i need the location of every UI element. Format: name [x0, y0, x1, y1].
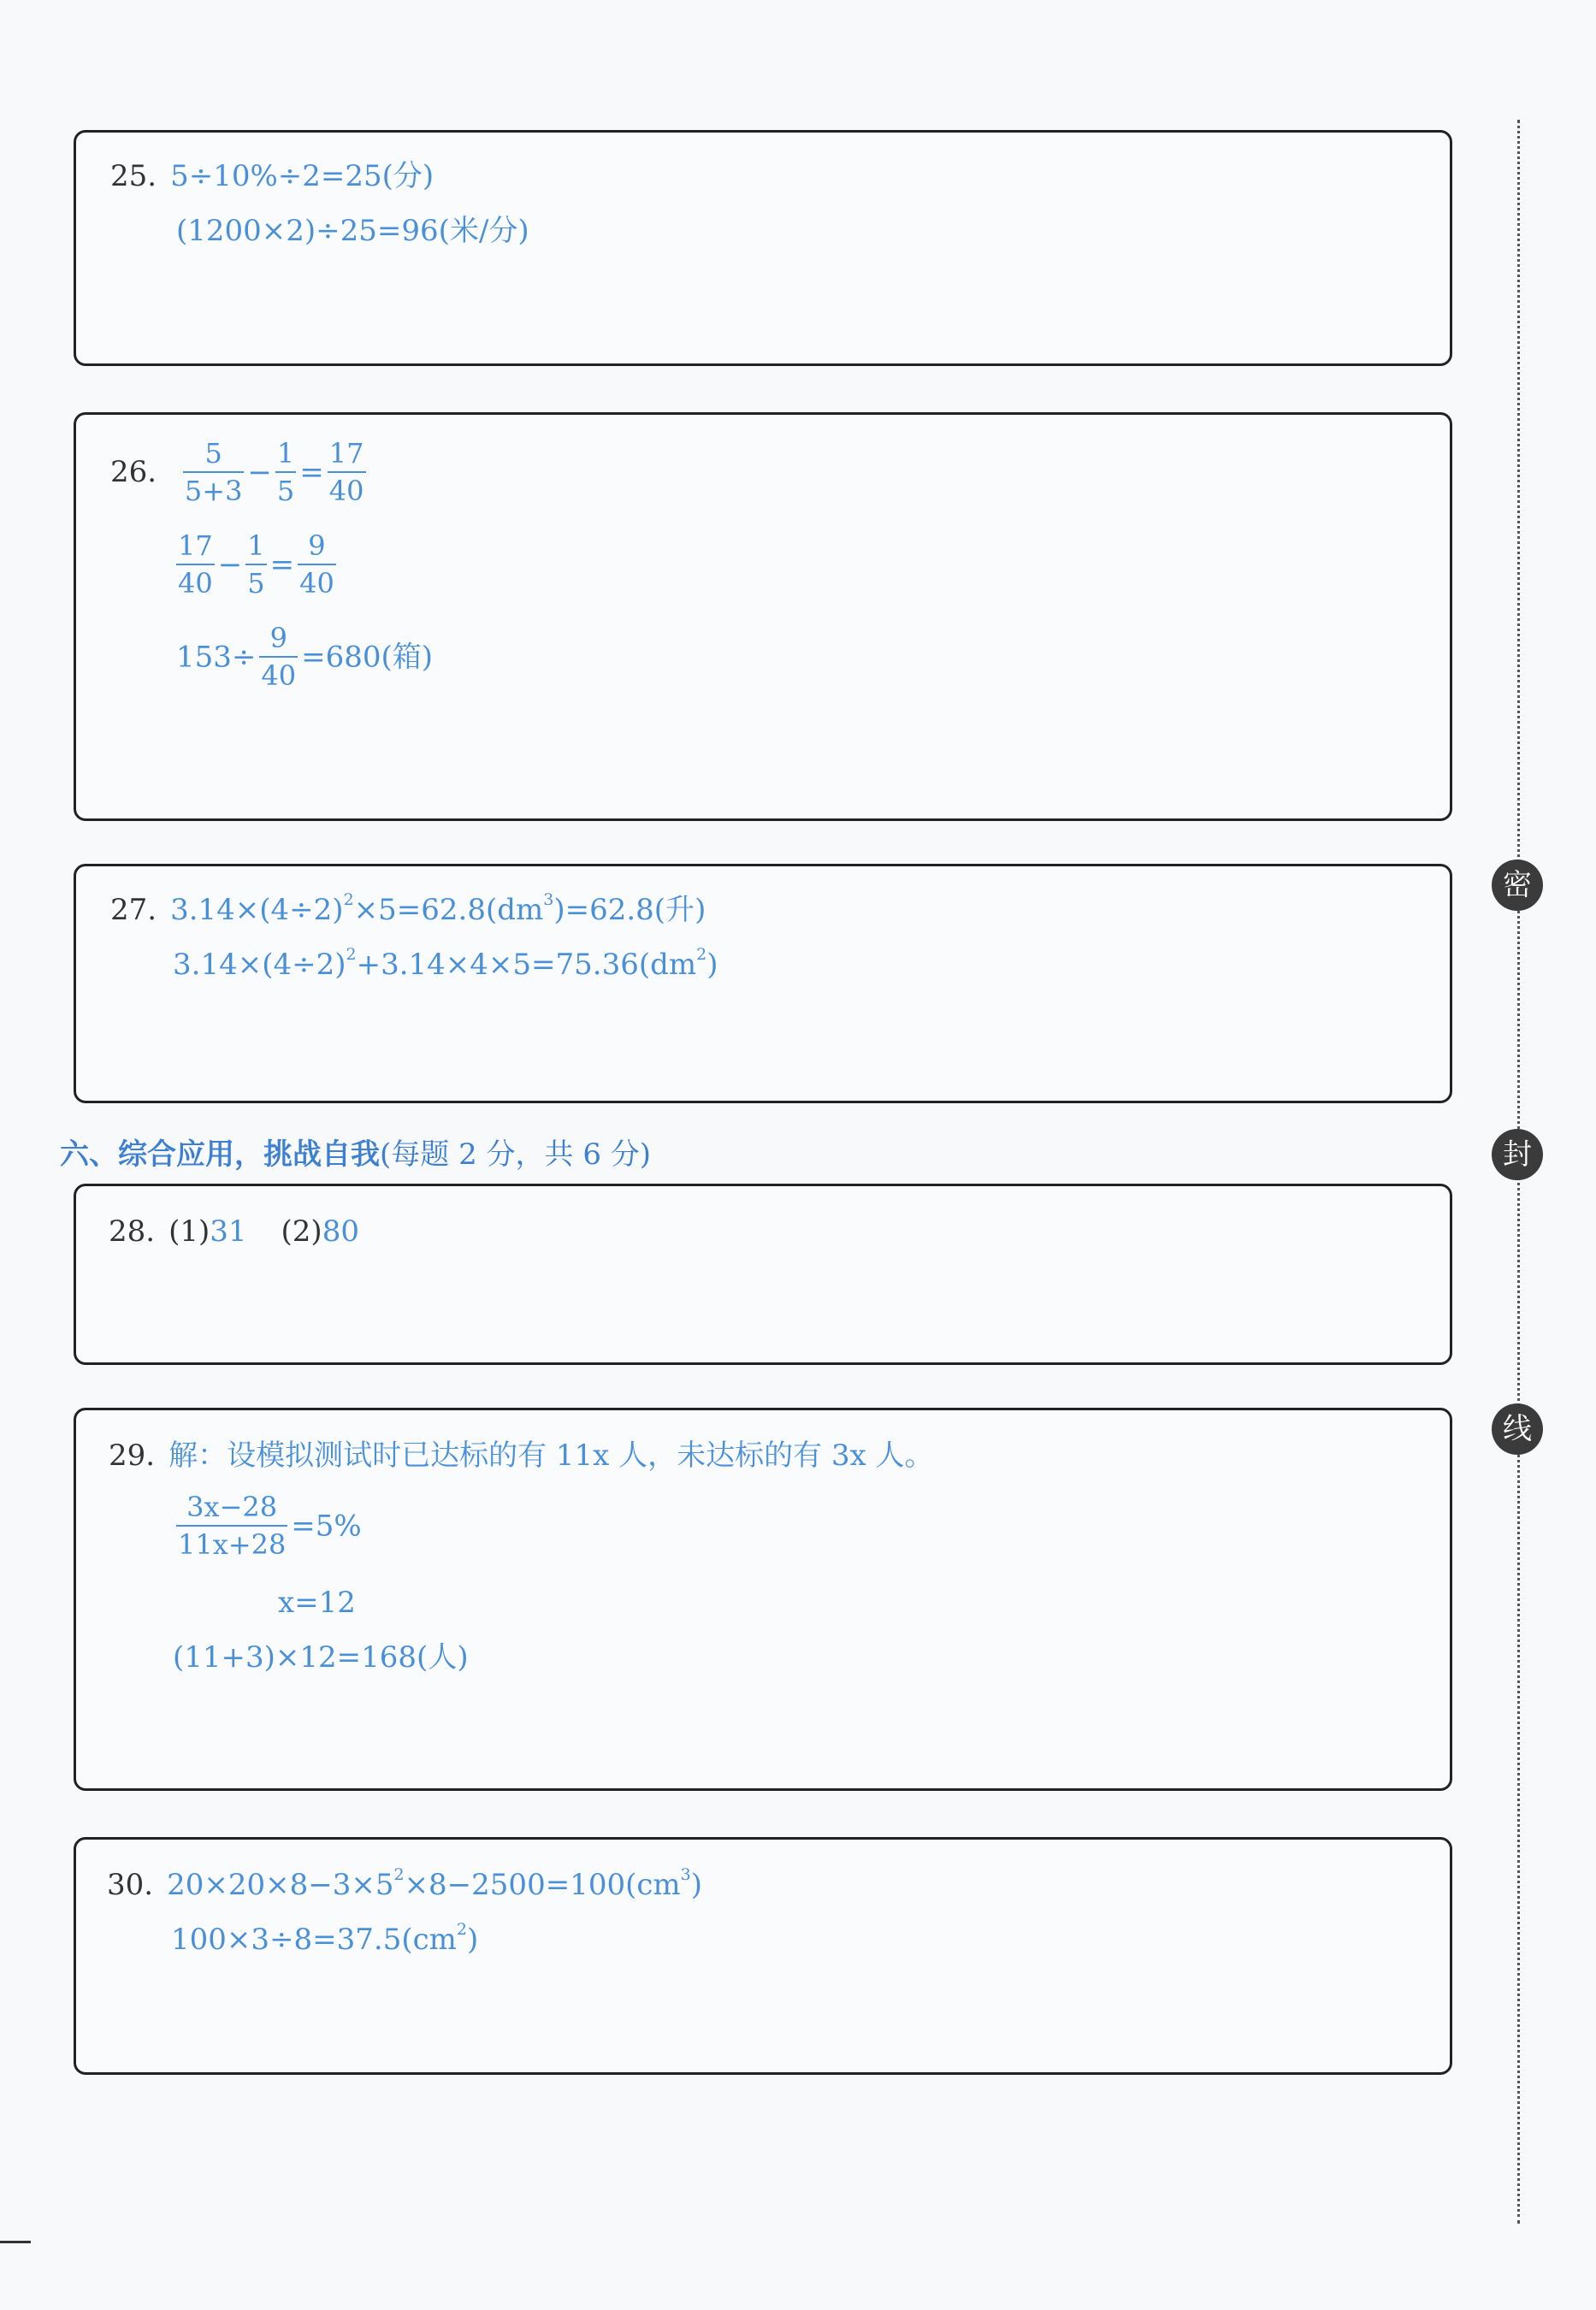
superscript: 2 — [696, 945, 707, 964]
q29-solution: x=12 — [278, 1586, 356, 1620]
q28-part-2-answer: 80 — [322, 1214, 359, 1249]
q28-part-1-answer: 31 — [210, 1214, 247, 1249]
denominator: 40 — [259, 656, 298, 692]
numerator: 3x−28 — [186, 1491, 278, 1523]
text: ) — [690, 1868, 702, 1902]
numerator: 9 — [308, 529, 326, 562]
q28-number: 28. — [109, 1214, 156, 1249]
answer-box-28 — [74, 1184, 1452, 1365]
denominator: 40 — [328, 471, 366, 507]
superscript: 3 — [543, 890, 554, 909]
q25-number: 25. — [110, 159, 157, 193]
operator: − — [217, 547, 243, 582]
denominator: 5 — [275, 471, 296, 507]
q29-result: (11+3)×12=168(人) — [173, 1640, 469, 1675]
q26-line3-result: =680(箱) — [301, 640, 434, 675]
seal-feng: 封 — [1492, 1129, 1543, 1180]
q26-number: 26. — [110, 455, 157, 490]
numerator: 5 — [204, 437, 222, 470]
q28-line1 — [109, 1214, 359, 1249]
text: )=62.8(升) — [553, 893, 706, 927]
operator: = — [299, 455, 324, 490]
denominator: 5+3 — [183, 471, 245, 507]
q26-fraction-b — [275, 437, 296, 508]
superscript: 2 — [393, 1865, 405, 1884]
q26-fraction-d — [176, 529, 215, 600]
q25-line1 — [110, 159, 434, 193]
q30-line1 — [107, 1865, 702, 1902]
q28-part-1-label: (1) — [168, 1214, 210, 1249]
q28-part-2-label: (2) — [281, 1214, 322, 1249]
denominator: 40 — [298, 564, 336, 600]
answer-box-29 — [74, 1408, 1452, 1791]
q26-line3 — [176, 623, 433, 694]
superscript: 3 — [680, 1865, 691, 1884]
text: ) — [466, 1923, 479, 1957]
section-title: 六、综合应用，挑战自我 — [60, 1137, 380, 1172]
superscript: 2 — [456, 1920, 467, 1939]
text: ) — [706, 948, 718, 982]
section-heading — [60, 1131, 651, 1173]
q30-answer-2 — [171, 1920, 479, 1957]
text: ×8−2500=100(cm — [404, 1868, 681, 1902]
q29-setup: 解：设模拟测试时已达标的有 11x 人，未达标的有 3x 人。 — [168, 1439, 934, 1473]
operator: = — [269, 547, 295, 582]
q29-equation-rhs: =5% — [291, 1509, 362, 1544]
denominator: 40 — [176, 564, 215, 600]
seal-mi: 密 — [1492, 860, 1543, 911]
q27-number: 27. — [110, 893, 157, 927]
q29-equation — [173, 1492, 362, 1563]
q27-answer-2 — [173, 945, 718, 982]
q26-fraction-g — [259, 622, 298, 693]
superscript: 2 — [346, 945, 357, 964]
q26-line1 — [110, 439, 369, 510]
q29-fraction — [176, 1491, 287, 1562]
answer-box-26 — [74, 412, 1452, 821]
numerator: 1 — [247, 529, 265, 562]
q26-line3-prefix: 153÷ — [176, 640, 257, 675]
section-points: (每题 2 分，共 6 分) — [380, 1137, 652, 1172]
denominator: 5 — [245, 564, 266, 600]
q30-answer-1 — [167, 1865, 702, 1902]
operator: − — [247, 455, 272, 490]
q29-line1 — [109, 1439, 934, 1473]
text: 3.14×(4÷2) — [173, 948, 346, 982]
q26-fraction-a — [183, 437, 245, 508]
q29-number: 29. — [109, 1439, 156, 1473]
q26-fraction-f — [298, 529, 336, 600]
q25-answer-2: (1200×2)÷25=96(米/分) — [176, 214, 529, 248]
q26-fraction-c — [328, 437, 366, 508]
text: 20×20×8−3×5 — [167, 1868, 394, 1902]
superscript: 2 — [343, 890, 354, 909]
text: 100×3÷8=37.5(cm — [171, 1923, 457, 1957]
answer-box-27 — [74, 864, 1452, 1103]
page-corner-mark — [0, 2241, 31, 2243]
answer-box-25 — [74, 130, 1452, 366]
answer-box-30 — [74, 1837, 1452, 2075]
text: 3.14×(4÷2) — [170, 893, 344, 927]
q26-line2 — [173, 531, 340, 602]
numerator: 1 — [276, 437, 295, 470]
numerator: 17 — [328, 437, 364, 470]
q30-number: 30. — [107, 1868, 154, 1902]
denominator: 11x+28 — [176, 1525, 287, 1561]
seal-xian: 线 — [1492, 1403, 1543, 1455]
q26-fraction-e — [245, 529, 266, 600]
q27-answer-1 — [170, 890, 706, 927]
numerator: 9 — [269, 622, 287, 654]
q27-line1 — [110, 890, 706, 927]
text: +3.14×4×5=75.36(dm — [356, 948, 697, 982]
text: ×5=62.8(dm — [353, 893, 544, 927]
q25-answer-1: 5÷10%÷2=25(分) — [170, 159, 434, 193]
numerator: 17 — [178, 529, 213, 562]
